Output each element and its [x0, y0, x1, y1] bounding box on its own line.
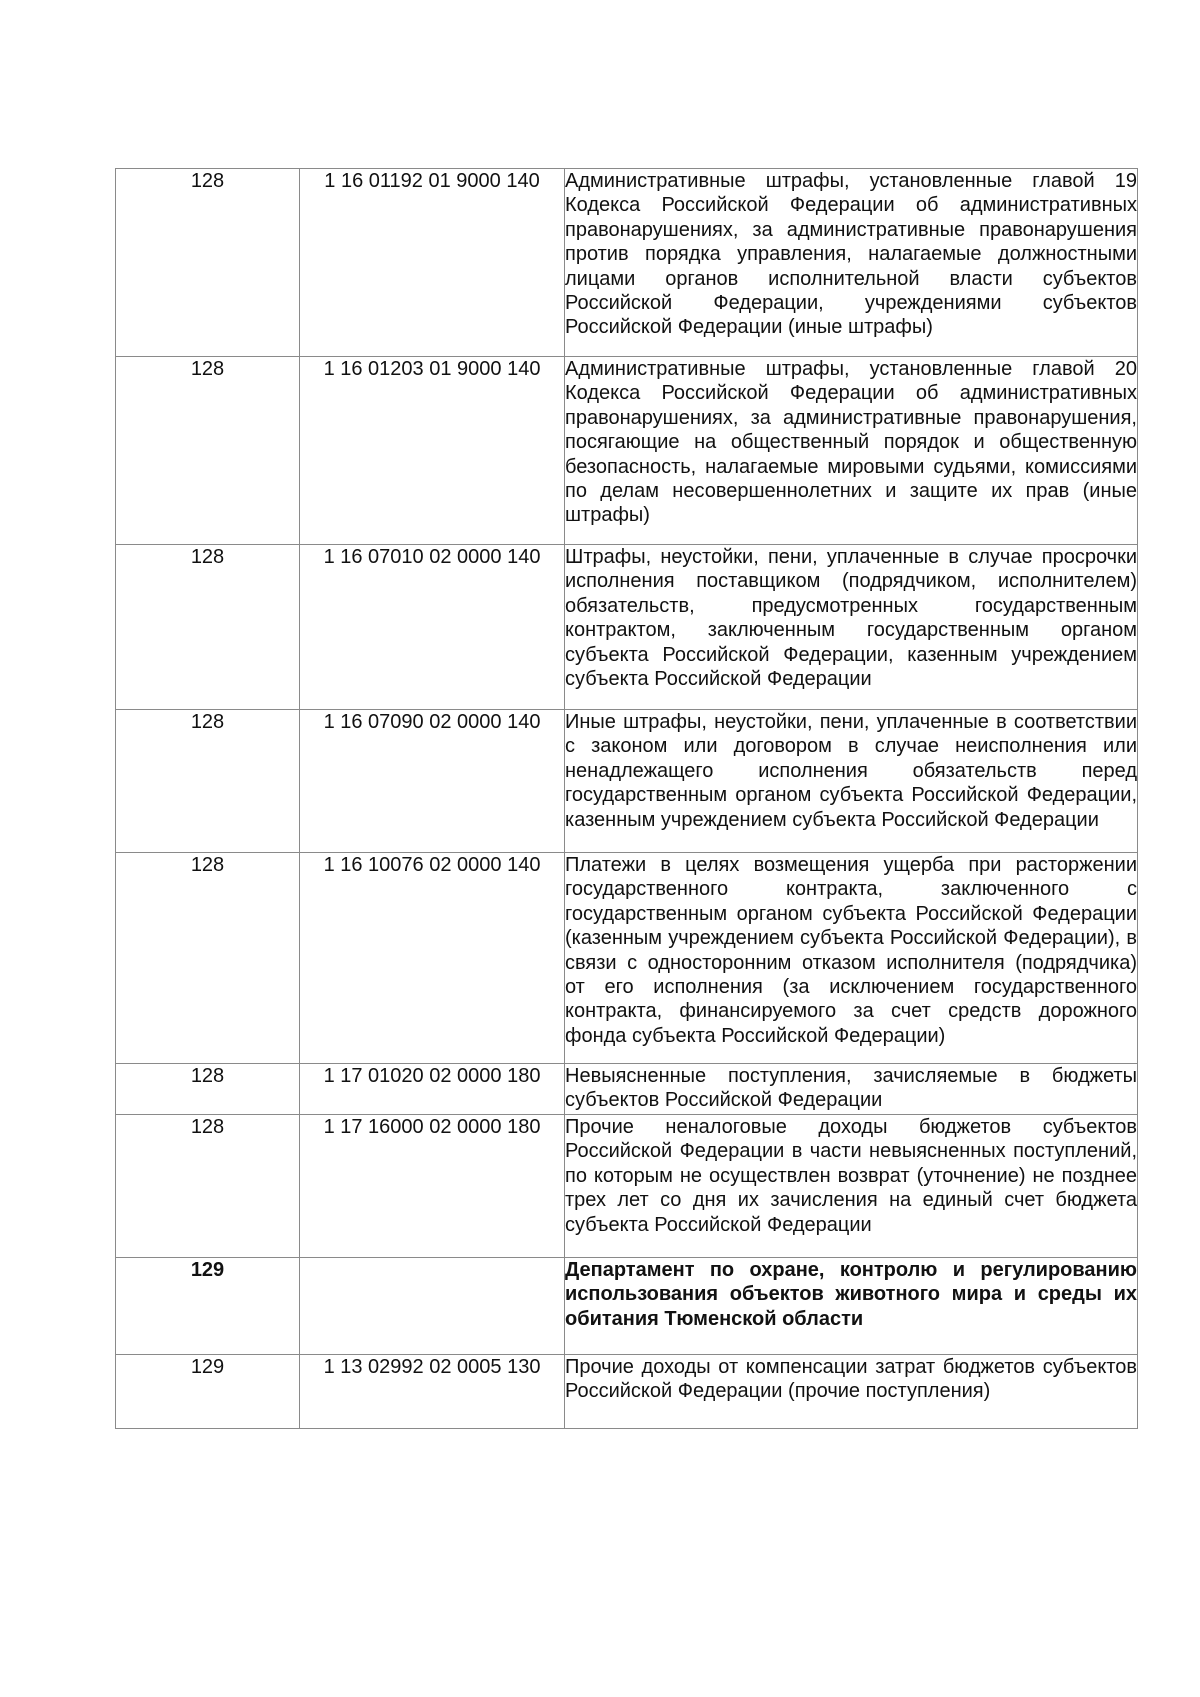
revenue-code-cell: 1 13 02992 02 0005 130 [300, 1355, 565, 1429]
revenue-name-text: Департамент по охране, контролю и регулированию использования объектов животного мира и среды их обитания Тюменской области [565, 1259, 1137, 1330]
revenue-name-text: Прочие неналоговые доходы бюджетов субъектов Российской Федерации в части невыясненных поступлений, по которым не осуществлен возврат (уточнение) не позднее трех лет со дня их зачисления на единый счет бюджета субъекта Российской Федерации [565, 1116, 1137, 1236]
table-row [116, 1064, 1138, 1115]
revenue-code-cell: 1 16 01192 01 9000 140 [300, 169, 565, 357]
admin-code-cell: 128 [116, 169, 300, 357]
table-row [116, 853, 1138, 1064]
admin-code-cell: 128 [116, 545, 300, 710]
revenue-name-cell [565, 169, 1138, 357]
revenue-name-text: Штрафы, неустойки, пени, уплаченные в случае просрочки исполнения поставщиком (подрядчиком, исполнителем) обязательств, предусмотренных государственным контрактом, заключенным государственным органом субъекта Российской Федерации, казенным учреждением субъекта Российской Федерации [565, 546, 1137, 691]
revenue-code-cell: 1 16 07090 02 0000 140 [300, 710, 565, 853]
revenue-name-cell [565, 1258, 1138, 1355]
revenue-name-text: Административные штрафы, установленные главой 20 Кодекса Российской Федерации об административных правонарушениях, за административные правонарушения, посягающие на общественный порядок и общественную безопасность, налагаемые мировыми судьями, комиссиями по делам несовершеннолетних и защите их прав (иные штрафы) [565, 358, 1137, 527]
revenue-name-cell [565, 1355, 1138, 1429]
revenue-name-cell [565, 853, 1138, 1064]
revenue-code-cell: 1 16 10076 02 0000 140 [300, 853, 565, 1064]
revenue-name-text: Административные штрафы, установленные главой 19 Кодекса Российской Федерации об административных правонарушениях, за административные правонарушения против порядка управления, налагаемые должностными лицами органов исполнительной власти субъектов Российской Федерации, учреждениями субъектов Российской Федерации (иные штрафы) [565, 170, 1137, 339]
revenue-code-cell [300, 1258, 565, 1355]
table-row [116, 1355, 1138, 1429]
revenue-name-cell [565, 1064, 1138, 1115]
table-row [116, 545, 1138, 710]
budget-revenue-table [115, 168, 1138, 1429]
revenue-code-cell: 1 17 16000 02 0000 180 [300, 1115, 565, 1258]
admin-code-cell: 128 [116, 853, 300, 1064]
revenue-code-cell: 1 17 01020 02 0000 180 [300, 1064, 565, 1115]
revenue-name-text: Иные штрафы, неустойки, пени, уплаченные в соответствии с законом или договором в случае неисполнения или ненадлежащего исполнения обязательств перед государственным органом субъекта Российской Федерации, казенным учреждением субъекта Российской Федерации [565, 711, 1137, 831]
table-row [116, 1115, 1138, 1258]
revenue-name-text: Платежи в целях возмещения ущерба при расторжении государственного контракта, заключенного с государственным органом субъекта Российской Федерации (казенным учреждением субъекта Российской Федерации), в связи с односторонним отказом исполнителя (подрядчика) от его исполнения (за исключением государственного контракта, финансируемого за счет средств дорожного фонда субъекта Российской Федерации) [565, 854, 1137, 1047]
revenue-code-cell: 1 16 01203 01 9000 140 [300, 357, 565, 545]
table-row [116, 710, 1138, 853]
revenue-name-text: Прочие доходы от компенсации затрат бюджетов субъектов Российской Федерации (прочие поступления) [565, 1356, 1137, 1403]
admin-code-cell: 128 [116, 1064, 300, 1115]
table-row [116, 169, 1138, 357]
revenue-name-cell [565, 545, 1138, 710]
revenue-name-cell [565, 710, 1138, 853]
table-body [116, 169, 1138, 1429]
admin-code-cell: 128 [116, 357, 300, 545]
admin-code-cell: 128 [116, 710, 300, 853]
admin-code-cell: 129 [116, 1355, 300, 1429]
admin-code-cell: 129 [116, 1258, 300, 1355]
table-row [116, 357, 1138, 545]
table-row [116, 1258, 1138, 1355]
revenue-name-text: Невыясненные поступления, зачисляемые в бюджеты субъектов Российской Федерации [565, 1065, 1137, 1112]
revenue-name-cell [565, 357, 1138, 545]
revenue-code-cell: 1 16 07010 02 0000 140 [300, 545, 565, 710]
revenue-name-cell [565, 1115, 1138, 1258]
admin-code-cell: 128 [116, 1115, 300, 1258]
